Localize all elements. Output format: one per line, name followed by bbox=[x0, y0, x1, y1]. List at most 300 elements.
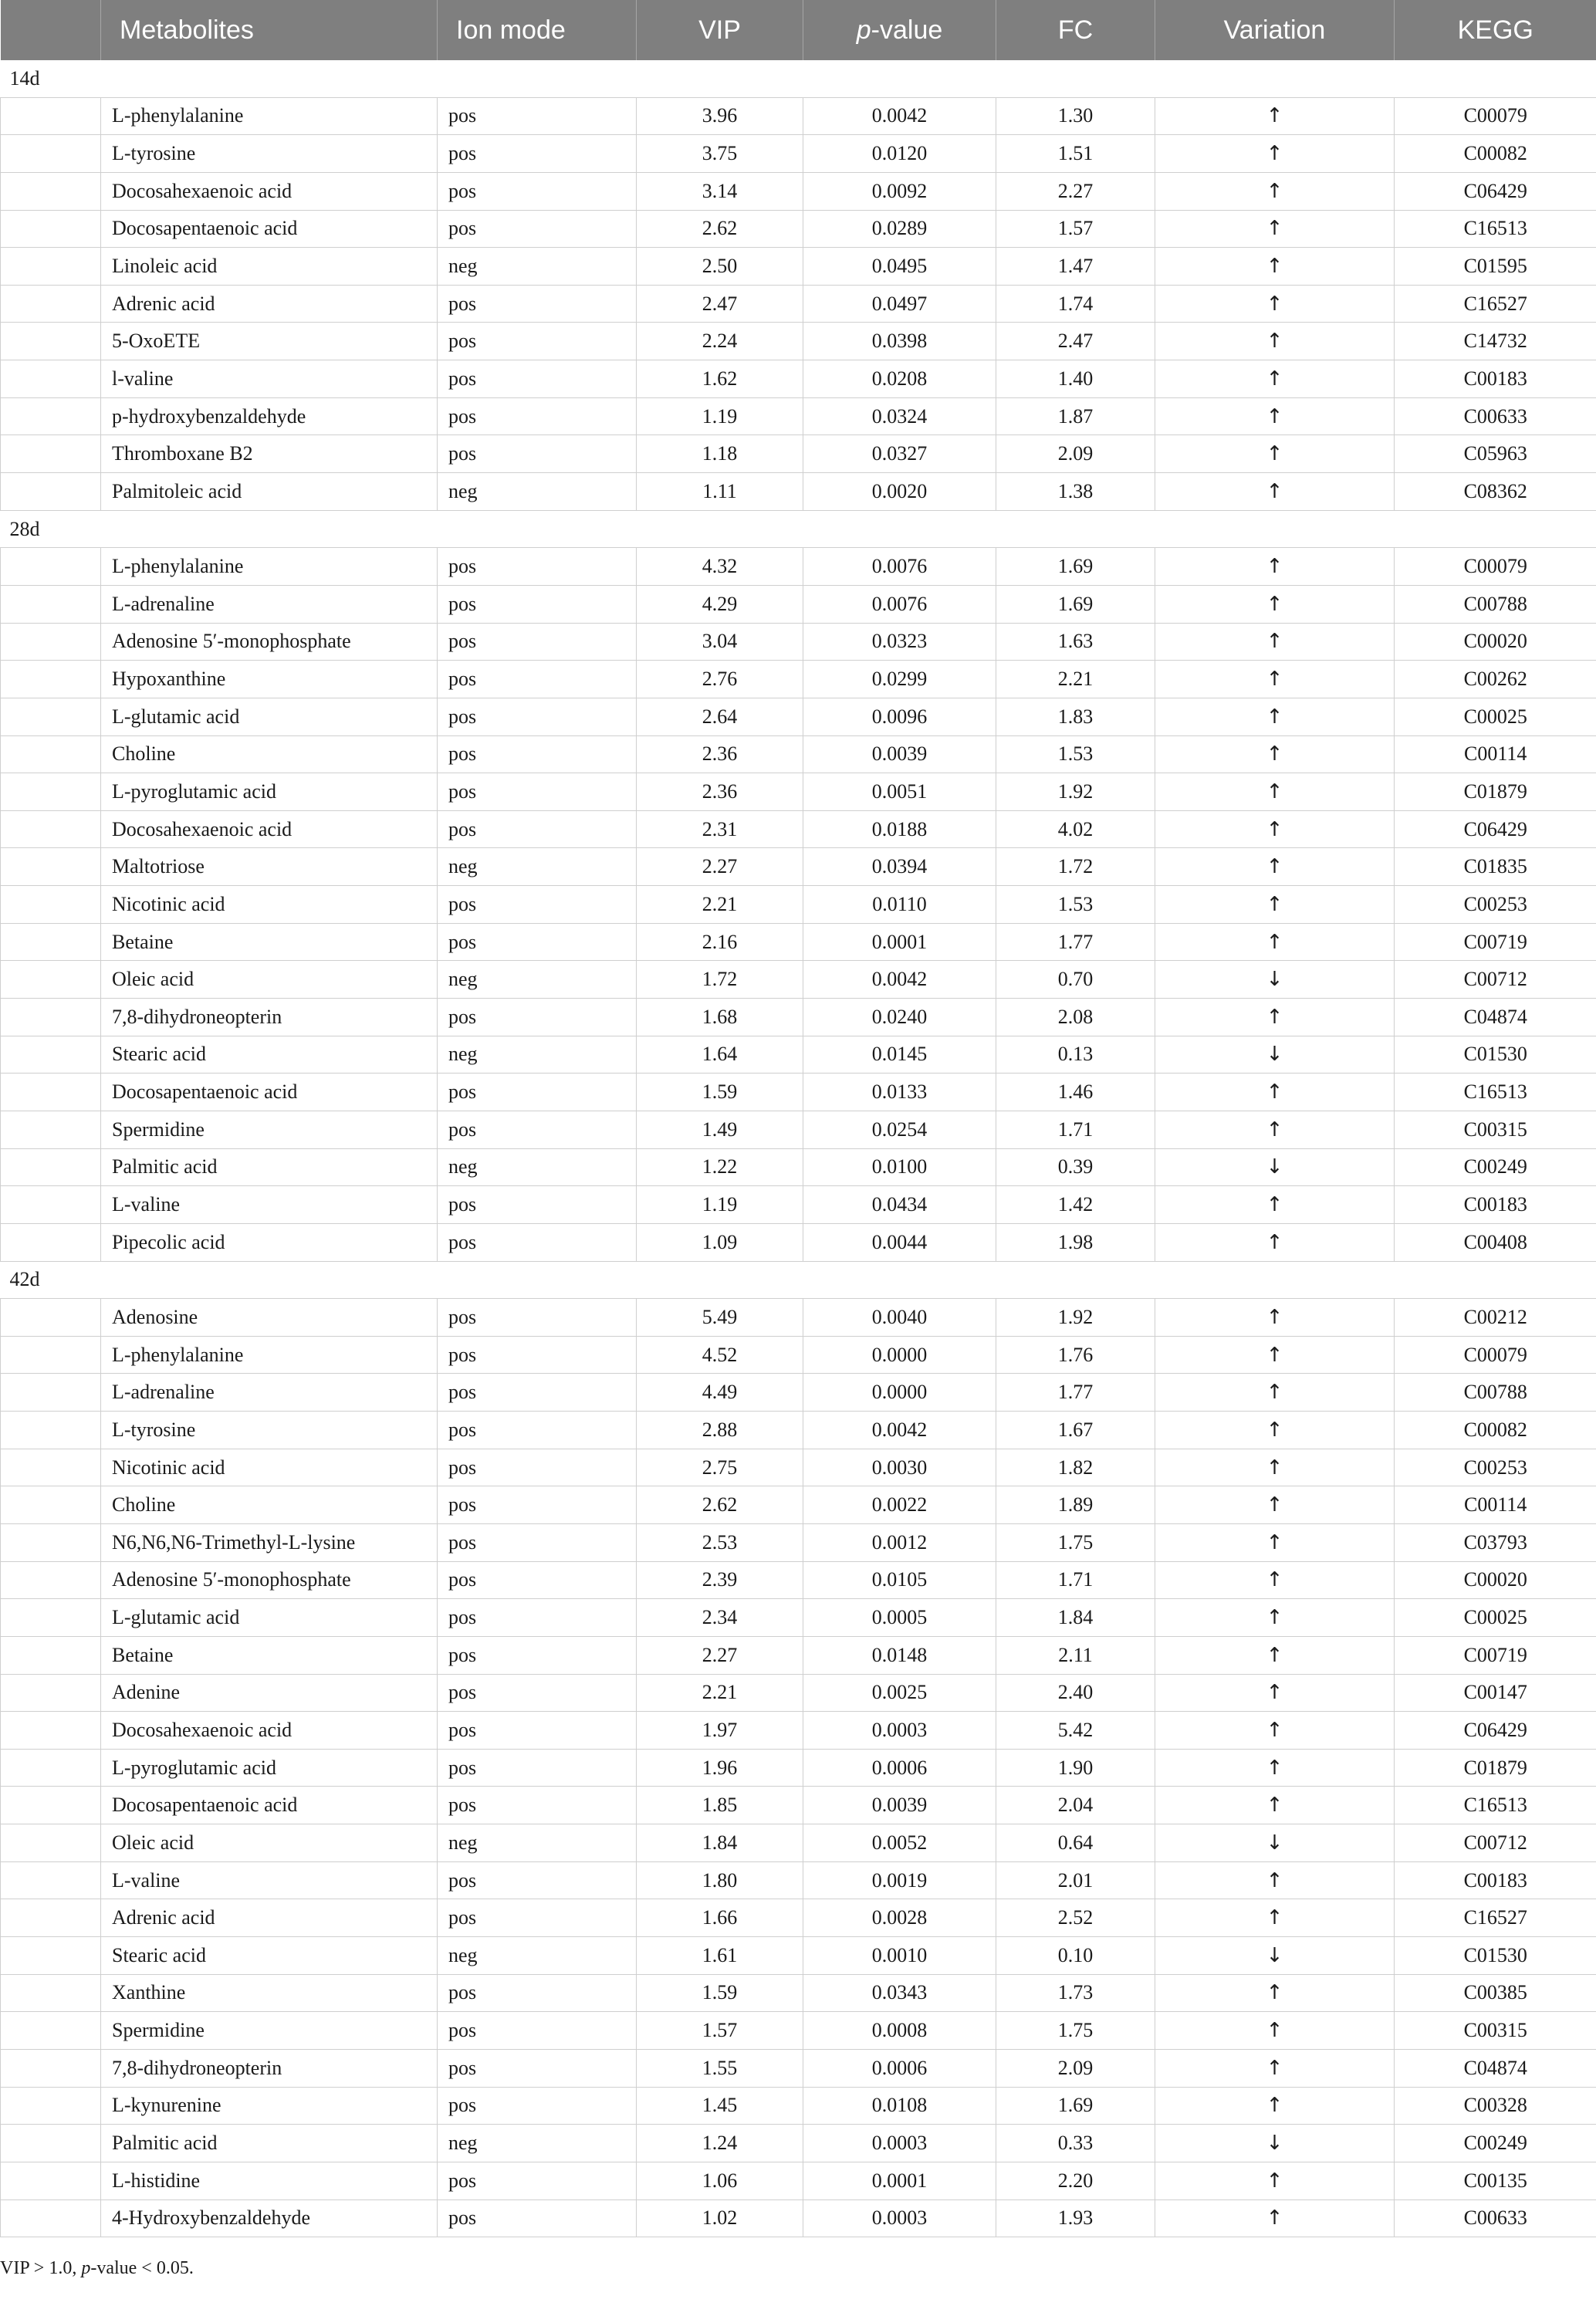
variation-arrow-icon: ↑ bbox=[1155, 1486, 1395, 1524]
empty-cell bbox=[1, 773, 101, 811]
table-row bbox=[1, 923, 1596, 961]
vip-value: 1.22 bbox=[637, 1148, 803, 1186]
vip-value: 1.19 bbox=[637, 1186, 803, 1224]
ion-mode: pos bbox=[438, 1374, 637, 1412]
empty-cell bbox=[1, 135, 101, 173]
p-value: 0.0096 bbox=[803, 698, 996, 735]
vip-value: 2.16 bbox=[637, 923, 803, 961]
empty-cell bbox=[1, 1937, 101, 1975]
fc-value: 2.11 bbox=[996, 1636, 1155, 1674]
p-value: 0.0005 bbox=[803, 1599, 996, 1637]
ion-mode: pos bbox=[438, 2199, 637, 2237]
p-value: 0.0120 bbox=[803, 135, 996, 173]
p-value: 0.0042 bbox=[803, 97, 996, 135]
metabolite-name: L-kynurenine bbox=[101, 2087, 438, 2125]
vip-value: 1.72 bbox=[637, 961, 803, 999]
metabolite-name: L-pyroglutamic acid bbox=[101, 773, 438, 811]
vip-value: 1.66 bbox=[637, 1899, 803, 1937]
vip-value: 1.55 bbox=[637, 2049, 803, 2087]
metabolite-name: Spermidine bbox=[101, 1111, 438, 1148]
kegg-id: C00633 bbox=[1395, 2199, 1596, 2237]
fc-value: 2.20 bbox=[996, 2162, 1155, 2199]
kegg-id: C00315 bbox=[1395, 1111, 1596, 1148]
metabolite-name: Nicotinic acid bbox=[101, 886, 438, 924]
variation-arrow-icon: ↑ bbox=[1155, 1299, 1395, 1337]
metabolite-name: L-tyrosine bbox=[101, 135, 438, 173]
p-value: 0.0003 bbox=[803, 2125, 996, 2162]
ion-mode: pos bbox=[438, 285, 637, 323]
ion-mode: pos bbox=[438, 135, 637, 173]
p-value: 0.0019 bbox=[803, 1861, 996, 1899]
fc-value: 1.53 bbox=[996, 735, 1155, 773]
header-p-value bbox=[803, 0, 996, 60]
metabolite-name: L-valine bbox=[101, 1186, 438, 1224]
fc-value: 0.70 bbox=[996, 961, 1155, 999]
vip-value: 3.96 bbox=[637, 97, 803, 135]
variation-arrow-icon: ↑ bbox=[1155, 1186, 1395, 1224]
kegg-id: C00212 bbox=[1395, 1299, 1596, 1337]
empty-cell bbox=[1, 285, 101, 323]
ion-mode: pos bbox=[438, 1674, 637, 1712]
metabolite-name: Pipecolic acid bbox=[101, 1223, 438, 1261]
table-row bbox=[1, 698, 1596, 735]
metabolite-name: Docosahexaenoic acid bbox=[101, 810, 438, 848]
vip-value: 2.88 bbox=[637, 1412, 803, 1449]
variation-arrow-icon: ↑ bbox=[1155, 886, 1395, 924]
table-row bbox=[1, 1111, 1596, 1148]
kegg-id: C01595 bbox=[1395, 248, 1596, 286]
vip-value: 1.80 bbox=[637, 1861, 803, 1899]
table-row bbox=[1, 1712, 1596, 1750]
fc-value: 1.63 bbox=[996, 623, 1155, 661]
ion-mode: neg bbox=[438, 1824, 637, 1862]
empty-cell bbox=[1, 2087, 101, 2125]
metabolite-name: L-adrenaline bbox=[101, 585, 438, 623]
metabolite-name: 7,8-dihydroneopterin bbox=[101, 2049, 438, 2087]
kegg-id: C16527 bbox=[1395, 285, 1596, 323]
header-metabolites: Metabolites bbox=[101, 0, 438, 60]
fc-value: 1.69 bbox=[996, 548, 1155, 586]
variation-arrow-icon: ↑ bbox=[1155, 1374, 1395, 1412]
table-row bbox=[1, 473, 1596, 511]
vip-value: 1.49 bbox=[637, 1111, 803, 1148]
vip-value: 2.50 bbox=[637, 248, 803, 286]
variation-arrow-icon: ↑ bbox=[1155, 360, 1395, 398]
ion-mode: pos bbox=[438, 1712, 637, 1750]
vip-value: 2.64 bbox=[637, 698, 803, 735]
metabolite-name: Docosapentaenoic acid bbox=[101, 1074, 438, 1111]
empty-cell bbox=[1, 360, 101, 398]
p-value: 0.0289 bbox=[803, 210, 996, 248]
fc-value: 1.82 bbox=[996, 1449, 1155, 1486]
vip-value: 2.62 bbox=[637, 210, 803, 248]
metabolite-name: Linoleic acid bbox=[101, 248, 438, 286]
ion-mode: pos bbox=[438, 2049, 637, 2087]
kegg-id: C00082 bbox=[1395, 135, 1596, 173]
table-row bbox=[1, 397, 1596, 435]
table-body bbox=[1, 60, 1596, 2237]
vip-value: 2.76 bbox=[637, 661, 803, 698]
empty-cell bbox=[1, 661, 101, 698]
table-row bbox=[1, 1561, 1596, 1599]
p-value: 0.0133 bbox=[803, 1074, 996, 1111]
kegg-id: C00262 bbox=[1395, 661, 1596, 698]
ion-mode: pos bbox=[438, 810, 637, 848]
vip-value: 4.49 bbox=[637, 1374, 803, 1412]
fc-value: 1.73 bbox=[996, 1974, 1155, 2012]
vip-value: 2.62 bbox=[637, 1486, 803, 1524]
header-fc: FC bbox=[996, 0, 1155, 60]
fc-value: 1.98 bbox=[996, 1223, 1155, 1261]
kegg-id: C16513 bbox=[1395, 210, 1596, 248]
fc-value: 1.30 bbox=[996, 97, 1155, 135]
fc-value: 2.21 bbox=[996, 661, 1155, 698]
vip-value: 1.84 bbox=[637, 1824, 803, 1862]
ion-mode: pos bbox=[438, 2087, 637, 2125]
variation-arrow-icon: ↑ bbox=[1155, 1223, 1395, 1261]
table-row bbox=[1, 810, 1596, 848]
p-value: 0.0434 bbox=[803, 1186, 996, 1224]
kegg-id: C01530 bbox=[1395, 1036, 1596, 1074]
fc-value: 1.40 bbox=[996, 360, 1155, 398]
vip-value: 2.47 bbox=[637, 285, 803, 323]
vip-value: 1.19 bbox=[637, 397, 803, 435]
ion-mode: pos bbox=[438, 999, 637, 1036]
kegg-id: C04874 bbox=[1395, 999, 1596, 1036]
fc-value: 1.38 bbox=[996, 473, 1155, 511]
table-row bbox=[1, 1861, 1596, 1899]
ion-mode: pos bbox=[438, 548, 637, 586]
metabolite-name: N6,N6,N6-Trimethyl-L-lysine bbox=[101, 1523, 438, 1561]
fc-value: 1.67 bbox=[996, 1412, 1155, 1449]
ion-mode: neg bbox=[438, 961, 637, 999]
ion-mode: pos bbox=[438, 1449, 637, 1486]
variation-arrow-icon: ↑ bbox=[1155, 1523, 1395, 1561]
fc-value: 1.77 bbox=[996, 923, 1155, 961]
empty-cell bbox=[1, 1861, 101, 1899]
ion-mode: pos bbox=[438, 360, 637, 398]
metabolite-name: L-tyrosine bbox=[101, 1412, 438, 1449]
p-value: 0.0299 bbox=[803, 661, 996, 698]
vip-value: 5.49 bbox=[637, 1299, 803, 1337]
ion-mode: pos bbox=[438, 435, 637, 473]
p-value: 0.0208 bbox=[803, 360, 996, 398]
variation-arrow-icon: ↑ bbox=[1155, 397, 1395, 435]
metabolite-name: L-phenylalanine bbox=[101, 548, 438, 586]
ion-mode: pos bbox=[438, 1336, 637, 1374]
variation-arrow-icon: ↑ bbox=[1155, 2199, 1395, 2237]
metabolite-name: Docosahexaenoic acid bbox=[101, 1712, 438, 1750]
empty-cell bbox=[1, 2125, 101, 2162]
ion-mode: pos bbox=[438, 1223, 637, 1261]
p-value: 0.0039 bbox=[803, 1787, 996, 1824]
empty-cell bbox=[1, 1974, 101, 2012]
variation-arrow-icon: ↑ bbox=[1155, 1074, 1395, 1111]
empty-cell bbox=[1, 1674, 101, 1712]
metabolite-name: Nicotinic acid bbox=[101, 1449, 438, 1486]
metabolite-name: Palmitic acid bbox=[101, 1148, 438, 1186]
table-row bbox=[1, 1974, 1596, 2012]
fc-value: 1.87 bbox=[996, 397, 1155, 435]
empty-cell bbox=[1, 1449, 101, 1486]
metabolite-name: Adenine bbox=[101, 1674, 438, 1712]
fc-value: 2.27 bbox=[996, 172, 1155, 210]
variation-arrow-icon: ↑ bbox=[1155, 172, 1395, 210]
empty-cell bbox=[1, 1412, 101, 1449]
variation-arrow-icon: ↑ bbox=[1155, 1111, 1395, 1148]
variation-arrow-icon: ↓ bbox=[1155, 1148, 1395, 1186]
p-value: 0.0022 bbox=[803, 1486, 996, 1524]
empty-cell bbox=[1, 2012, 101, 2050]
p-value: 0.0000 bbox=[803, 1336, 996, 1374]
header-ion-mode: Ion mode bbox=[438, 0, 637, 60]
metabolite-name: L-glutamic acid bbox=[101, 698, 438, 735]
kegg-id: C00114 bbox=[1395, 735, 1596, 773]
fc-value: 1.57 bbox=[996, 210, 1155, 248]
table-row bbox=[1, 661, 1596, 698]
vip-value: 4.29 bbox=[637, 585, 803, 623]
table-row bbox=[1, 1523, 1596, 1561]
kegg-id: C08362 bbox=[1395, 473, 1596, 511]
kegg-id: C16527 bbox=[1395, 1899, 1596, 1937]
empty-cell bbox=[1, 2049, 101, 2087]
variation-arrow-icon: ↑ bbox=[1155, 1749, 1395, 1787]
kegg-id: C06429 bbox=[1395, 172, 1596, 210]
p-value: 0.0254 bbox=[803, 1111, 996, 1148]
variation-arrow-icon: ↑ bbox=[1155, 248, 1395, 286]
fc-value: 1.90 bbox=[996, 1749, 1155, 1787]
empty-cell bbox=[1, 1036, 101, 1074]
p-value: 0.0040 bbox=[803, 1299, 996, 1337]
ion-mode: pos bbox=[438, 1749, 637, 1787]
p-value: 0.0323 bbox=[803, 623, 996, 661]
metabolite-name: Docosapentaenoic acid bbox=[101, 210, 438, 248]
table-row bbox=[1, 1336, 1596, 1374]
variation-arrow-icon: ↑ bbox=[1155, 1787, 1395, 1824]
p-value: 0.0327 bbox=[803, 435, 996, 473]
metabolite-name: Stearic acid bbox=[101, 1937, 438, 1975]
vip-value: 2.24 bbox=[637, 323, 803, 360]
vip-value: 1.85 bbox=[637, 1787, 803, 1824]
p-value: 0.0044 bbox=[803, 1223, 996, 1261]
fc-value: 1.53 bbox=[996, 886, 1155, 924]
metabolite-name: Choline bbox=[101, 735, 438, 773]
kegg-id: C00315 bbox=[1395, 2012, 1596, 2050]
variation-arrow-icon: ↑ bbox=[1155, 1336, 1395, 1374]
vip-value: 2.27 bbox=[637, 848, 803, 886]
vip-value: 2.21 bbox=[637, 886, 803, 924]
empty-cell bbox=[1, 1111, 101, 1148]
p-value: 0.0100 bbox=[803, 1148, 996, 1186]
kegg-id: C03793 bbox=[1395, 1523, 1596, 1561]
fc-value: 1.69 bbox=[996, 2087, 1155, 2125]
table-row bbox=[1, 848, 1596, 886]
fc-value: 5.42 bbox=[996, 1712, 1155, 1750]
vip-value: 4.32 bbox=[637, 548, 803, 586]
ion-mode: pos bbox=[438, 1523, 637, 1561]
p-value: 0.0052 bbox=[803, 1824, 996, 1862]
p-value: 0.0025 bbox=[803, 1674, 996, 1712]
footnote-part2: -value < 0.05. bbox=[90, 2258, 194, 2278]
variation-arrow-icon: ↓ bbox=[1155, 2125, 1395, 2162]
empty-cell bbox=[1, 1299, 101, 1337]
metabolite-name: Docosapentaenoic acid bbox=[101, 1787, 438, 1824]
vip-value: 1.45 bbox=[637, 2087, 803, 2125]
vip-value: 1.59 bbox=[637, 1074, 803, 1111]
table-row bbox=[1, 1223, 1596, 1261]
ion-mode: pos bbox=[438, 1974, 637, 2012]
metabolite-name: L-valine bbox=[101, 1861, 438, 1899]
ion-mode: pos bbox=[438, 585, 637, 623]
kegg-id: C00183 bbox=[1395, 1186, 1596, 1224]
variation-arrow-icon: ↑ bbox=[1155, 97, 1395, 135]
empty-cell bbox=[1, 923, 101, 961]
kegg-id: C01879 bbox=[1395, 1749, 1596, 1787]
table-row bbox=[1, 1074, 1596, 1111]
ion-mode: neg bbox=[438, 1036, 637, 1074]
empty-cell bbox=[1, 1824, 101, 1862]
p-value: 0.0042 bbox=[803, 1412, 996, 1449]
variation-arrow-icon: ↑ bbox=[1155, 623, 1395, 661]
kegg-id: C00147 bbox=[1395, 1674, 1596, 1712]
table-row bbox=[1, 360, 1596, 398]
group-row bbox=[1, 60, 1596, 97]
ion-mode: pos bbox=[438, 1561, 637, 1599]
variation-arrow-icon: ↑ bbox=[1155, 2049, 1395, 2087]
vip-value: 3.14 bbox=[637, 172, 803, 210]
table-row bbox=[1, 2012, 1596, 2050]
vip-value: 2.31 bbox=[637, 810, 803, 848]
kegg-id: C00788 bbox=[1395, 585, 1596, 623]
table-header-row bbox=[1, 0, 1596, 60]
metabolite-name: Adenosine bbox=[101, 1299, 438, 1337]
p-value: 0.0028 bbox=[803, 1899, 996, 1937]
header-blank bbox=[1, 0, 101, 60]
ion-mode: pos bbox=[438, 923, 637, 961]
p-value: 0.0394 bbox=[803, 848, 996, 886]
metabolite-name: Hypoxanthine bbox=[101, 661, 438, 698]
kegg-id: C00249 bbox=[1395, 2125, 1596, 2162]
table-row bbox=[1, 1899, 1596, 1937]
vip-value: 2.39 bbox=[637, 1561, 803, 1599]
variation-arrow-icon: ↑ bbox=[1155, 923, 1395, 961]
variation-arrow-icon: ↑ bbox=[1155, 585, 1395, 623]
variation-arrow-icon: ↑ bbox=[1155, 1561, 1395, 1599]
ion-mode: pos bbox=[438, 1861, 637, 1899]
table-row bbox=[1, 585, 1596, 623]
vip-value: 1.11 bbox=[637, 473, 803, 511]
metabolite-name: L-pyroglutamic acid bbox=[101, 1749, 438, 1787]
empty-cell bbox=[1, 1523, 101, 1561]
table-row bbox=[1, 1787, 1596, 1824]
variation-arrow-icon: ↑ bbox=[1155, 210, 1395, 248]
empty-cell bbox=[1, 1186, 101, 1224]
empty-cell bbox=[1, 1486, 101, 1524]
vip-value: 1.62 bbox=[637, 360, 803, 398]
metabolite-name: L-glutamic acid bbox=[101, 1599, 438, 1637]
vip-value: 4.52 bbox=[637, 1336, 803, 1374]
table-row bbox=[1, 1148, 1596, 1186]
variation-arrow-icon: ↑ bbox=[1155, 661, 1395, 698]
ion-mode: pos bbox=[438, 1636, 637, 1674]
fc-value: 0.10 bbox=[996, 1937, 1155, 1975]
table-row bbox=[1, 248, 1596, 286]
ion-mode: neg bbox=[438, 248, 637, 286]
empty-cell bbox=[1, 1336, 101, 1374]
fc-value: 2.09 bbox=[996, 435, 1155, 473]
fc-value: 0.64 bbox=[996, 1824, 1155, 1862]
variation-arrow-icon: ↑ bbox=[1155, 1599, 1395, 1637]
metabolite-name: L-phenylalanine bbox=[101, 1336, 438, 1374]
metabolite-name: Adrenic acid bbox=[101, 1899, 438, 1937]
variation-arrow-icon: ↓ bbox=[1155, 1824, 1395, 1862]
kegg-id: C01835 bbox=[1395, 848, 1596, 886]
fc-value: 2.47 bbox=[996, 323, 1155, 360]
fc-value: 1.69 bbox=[996, 585, 1155, 623]
p-value: 0.0012 bbox=[803, 1523, 996, 1561]
kegg-id: C00079 bbox=[1395, 548, 1596, 586]
empty-cell bbox=[1, 1223, 101, 1261]
footnote-part1: VIP > 1.0, bbox=[0, 2258, 82, 2278]
fc-value: 1.93 bbox=[996, 2199, 1155, 2237]
variation-arrow-icon: ↑ bbox=[1155, 2087, 1395, 2125]
ion-mode: pos bbox=[438, 1599, 637, 1637]
metabolite-name: L-histidine bbox=[101, 2162, 438, 2199]
footnote-p-italic: p bbox=[81, 2258, 91, 2278]
ion-mode: pos bbox=[438, 172, 637, 210]
kegg-id: C00328 bbox=[1395, 2087, 1596, 2125]
ion-mode: pos bbox=[438, 735, 637, 773]
p-value: 0.0051 bbox=[803, 773, 996, 811]
ion-mode: pos bbox=[438, 2012, 637, 2050]
table-row bbox=[1, 435, 1596, 473]
kegg-id: C00249 bbox=[1395, 1148, 1596, 1186]
kegg-id: C00712 bbox=[1395, 1824, 1596, 1862]
variation-arrow-icon: ↑ bbox=[1155, 323, 1395, 360]
vip-value: 1.64 bbox=[637, 1036, 803, 1074]
kegg-id: C01530 bbox=[1395, 1937, 1596, 1975]
fc-value: 0.39 bbox=[996, 1148, 1155, 1186]
table-row bbox=[1, 97, 1596, 135]
variation-arrow-icon: ↑ bbox=[1155, 548, 1395, 586]
vip-value: 1.57 bbox=[637, 2012, 803, 2050]
kegg-id: C14732 bbox=[1395, 323, 1596, 360]
empty-cell bbox=[1, 473, 101, 511]
p-value: 0.0006 bbox=[803, 1749, 996, 1787]
fc-value: 1.71 bbox=[996, 1111, 1155, 1148]
ion-mode: neg bbox=[438, 2125, 637, 2162]
ion-mode: pos bbox=[438, 1074, 637, 1111]
kegg-id: C00253 bbox=[1395, 886, 1596, 924]
fc-value: 1.42 bbox=[996, 1186, 1155, 1224]
kegg-id: C00020 bbox=[1395, 623, 1596, 661]
empty-cell bbox=[1, 1636, 101, 1674]
table-row bbox=[1, 210, 1596, 248]
vip-value: 3.75 bbox=[637, 135, 803, 173]
fc-value: 1.72 bbox=[996, 848, 1155, 886]
ion-mode: pos bbox=[438, 1486, 637, 1524]
table-footnote bbox=[0, 2258, 194, 2279]
metabolite-name: Stearic acid bbox=[101, 1036, 438, 1074]
ion-mode: pos bbox=[438, 1412, 637, 1449]
table-row bbox=[1, 1486, 1596, 1524]
metabolite-name: 4-Hydroxybenzaldehyde bbox=[101, 2199, 438, 2237]
fc-value: 1.92 bbox=[996, 1299, 1155, 1337]
ion-mode: pos bbox=[438, 1186, 637, 1224]
ion-mode: pos bbox=[438, 886, 637, 924]
p-value: 0.0003 bbox=[803, 2199, 996, 2237]
table-row bbox=[1, 2087, 1596, 2125]
